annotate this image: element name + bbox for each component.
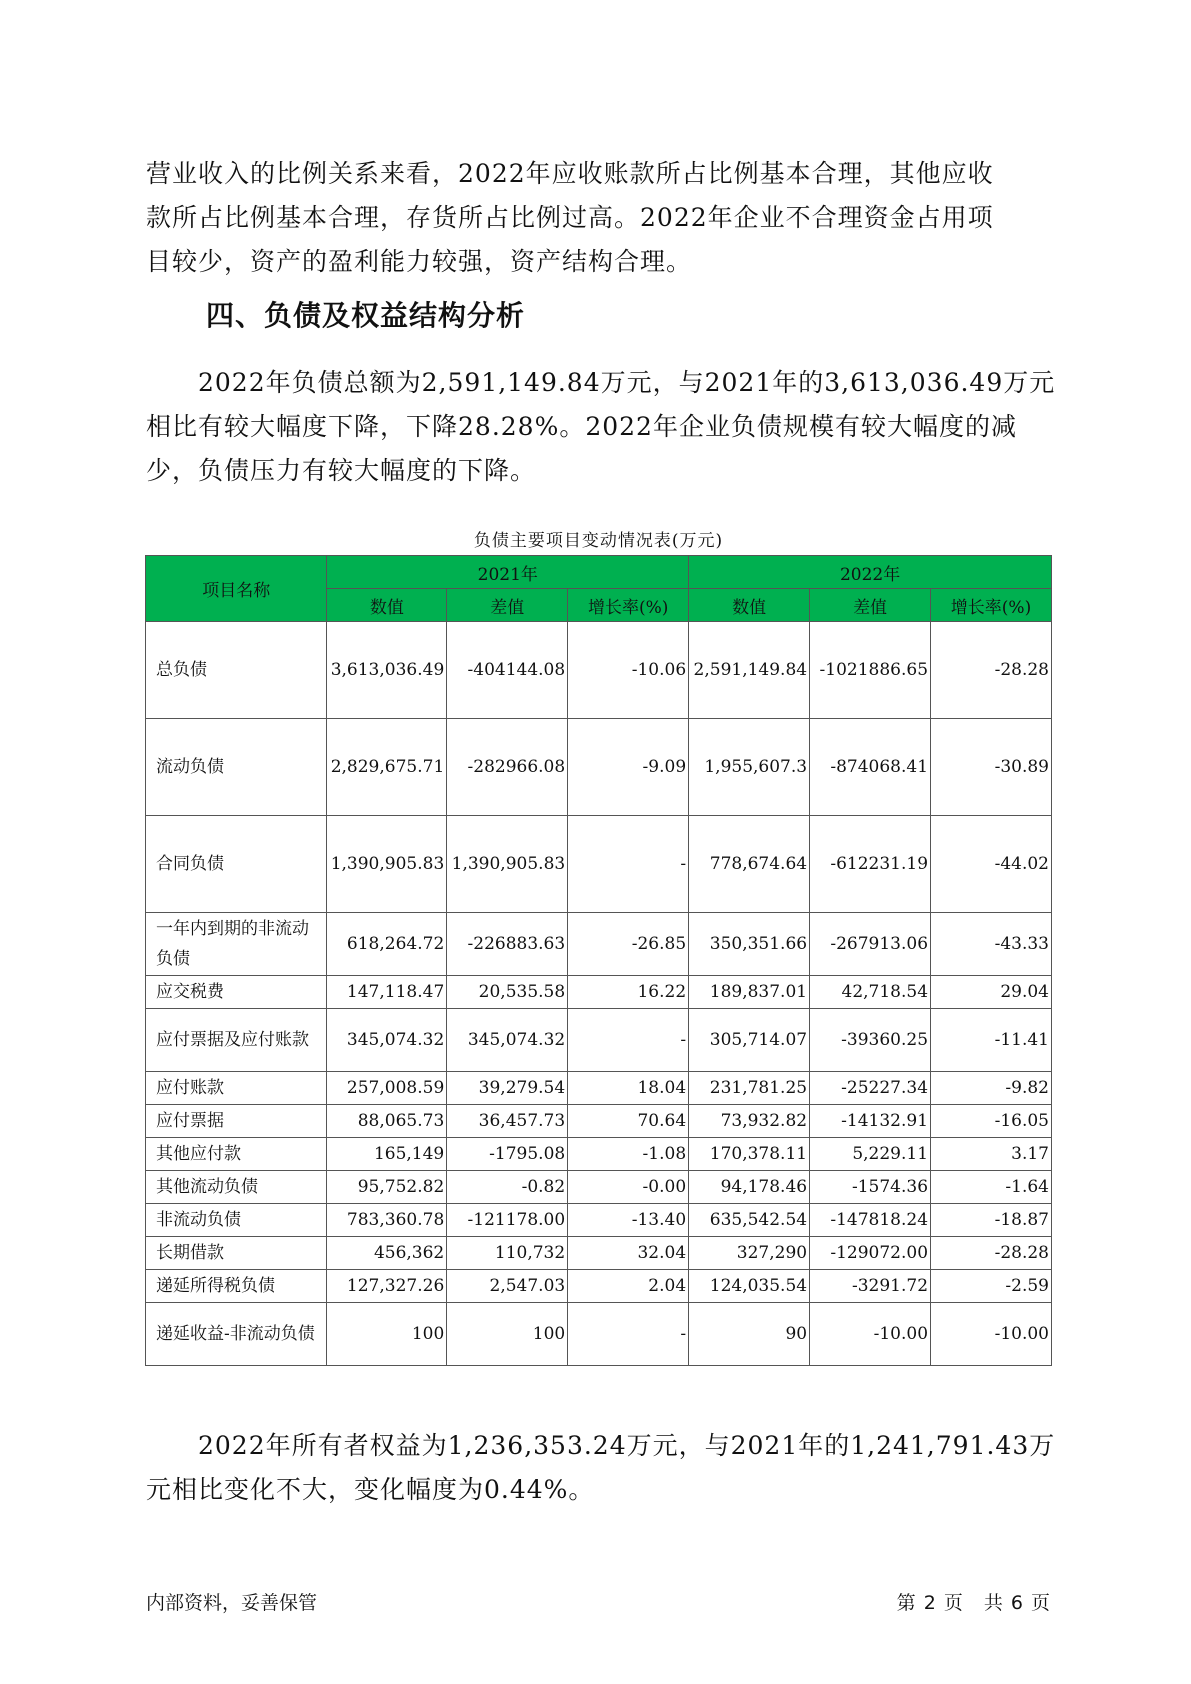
table-cell: -612231.19 <box>810 816 931 913</box>
table-body <box>146 622 1052 1366</box>
row-label: 其他应付款 <box>146 1138 327 1171</box>
section-heading: 四、负债及权益结构分析 <box>206 299 526 332</box>
header-year-2021: 2021年 <box>327 556 689 589</box>
table-cell: 231,781.25 <box>689 1072 810 1105</box>
table-cell: -9.09 <box>568 719 689 816</box>
header-value: 数值 <box>327 589 447 622</box>
table-cell: -267913.06 <box>810 913 931 976</box>
table-cell: 73,932.82 <box>689 1105 810 1138</box>
header-value: 数值 <box>689 589 810 622</box>
table-cell: -10.00 <box>931 1303 1052 1366</box>
table-cell: 257,008.59 <box>327 1072 447 1105</box>
table-cell: 127,327.26 <box>327 1270 447 1303</box>
table-cell: - <box>568 1303 689 1366</box>
liability-table <box>145 555 1052 1366</box>
table-cell: -30.89 <box>931 719 1052 816</box>
table-cell: 635,542.54 <box>689 1204 810 1237</box>
header-growth: 增长率(%) <box>568 589 689 622</box>
header-year-2022: 2022年 <box>689 556 1052 589</box>
table-cell: 345,074.32 <box>327 1009 447 1072</box>
table-cell: 90 <box>689 1303 810 1366</box>
text-line: 相比有较大幅度下降，下降28.28%。2022年企业负债规模有较大幅度的减 <box>146 412 1017 441</box>
table-row <box>146 1171 1052 1204</box>
text-line: 2022年负债总额为2,591,149.84万元，与2021年的3,613,036.49万元 <box>146 368 1056 397</box>
table-row <box>146 1072 1052 1105</box>
paragraph-equity-summary <box>146 1424 1056 1512</box>
table-cell: -874068.41 <box>810 719 931 816</box>
table-row <box>146 719 1052 816</box>
table-cell: 29.04 <box>931 976 1052 1009</box>
table-row <box>146 1270 1052 1303</box>
text-line: 款所占比例基本合理，存货所占比例过高。2022年企业不合理资金占用项 <box>146 203 994 232</box>
table-caption: 负债主要项目变动情况表(万元) <box>473 531 724 551</box>
row-label: 其他流动负债 <box>146 1171 327 1204</box>
table-cell: 2,547.03 <box>447 1270 568 1303</box>
table-cell: -9.82 <box>931 1072 1052 1105</box>
row-label: 长期借款 <box>146 1237 327 1270</box>
table-cell: -26.85 <box>568 913 689 976</box>
table-cell: -39360.25 <box>810 1009 931 1072</box>
text-line: 少，负债压力有较大幅度的下降。 <box>146 456 537 485</box>
paragraph-asset-conclusion <box>146 152 1051 284</box>
row-label: 递延所得税负债 <box>146 1270 327 1303</box>
row-label: 一年内到期的非流动负债 <box>146 913 327 976</box>
table-cell: -10.06 <box>568 622 689 719</box>
table-cell: -282966.08 <box>447 719 568 816</box>
row-label: 应付账款 <box>146 1072 327 1105</box>
table-cell: 1,390,905.83 <box>327 816 447 913</box>
table-cell: 100 <box>327 1303 447 1366</box>
table-row <box>146 1303 1052 1366</box>
table-cell: 110,732 <box>447 1237 568 1270</box>
table-cell: -1795.08 <box>447 1138 568 1171</box>
table-cell: -10.00 <box>810 1303 931 1366</box>
table-cell: -226883.63 <box>447 913 568 976</box>
table-cell: -404144.08 <box>447 622 568 719</box>
header-item-name: 项目名称 <box>146 556 327 622</box>
row-label: 应付票据及应付账款 <box>146 1009 327 1072</box>
row-label: 流动负债 <box>146 719 327 816</box>
table-cell: 95,752.82 <box>327 1171 447 1204</box>
table-cell: -1574.36 <box>810 1171 931 1204</box>
table-row <box>146 913 1052 976</box>
table-cell: 305,714.07 <box>689 1009 810 1072</box>
table-cell: 20,535.58 <box>447 976 568 1009</box>
table-cell: 3.17 <box>931 1138 1052 1171</box>
table-cell: - <box>568 816 689 913</box>
table-cell: 345,074.32 <box>447 1009 568 1072</box>
row-label: 合同负债 <box>146 816 327 913</box>
table-row <box>146 1204 1052 1237</box>
footer-page-number: 第 2 页 共 6 页 <box>896 1592 1051 1614</box>
table-cell: 94,178.46 <box>689 1171 810 1204</box>
table-cell: - <box>568 1009 689 1072</box>
table-row <box>146 816 1052 913</box>
text-line: 2022年所有者权益为1,236,353.24万元，与2021年的1,241,791.43万 <box>146 1431 1056 1460</box>
table-cell: -147818.24 <box>810 1204 931 1237</box>
table-cell: -0.82 <box>447 1171 568 1204</box>
table-cell: 36,457.73 <box>447 1105 568 1138</box>
table-row <box>146 1237 1052 1270</box>
table-cell: 16.22 <box>568 976 689 1009</box>
table-cell: 2,829,675.71 <box>327 719 447 816</box>
table-cell: -14132.91 <box>810 1105 931 1138</box>
table-cell: -3291.72 <box>810 1270 931 1303</box>
table-cell: 42,718.54 <box>810 976 931 1009</box>
table-cell: -28.28 <box>931 1237 1052 1270</box>
table-cell: -43.33 <box>931 913 1052 976</box>
table-cell: 327,290 <box>689 1237 810 1270</box>
table-cell: 39,279.54 <box>447 1072 568 1105</box>
table-cell: -25227.34 <box>810 1072 931 1105</box>
table-cell: -1.64 <box>931 1171 1052 1204</box>
table-cell: -44.02 <box>931 816 1052 913</box>
table-cell: 124,035.54 <box>689 1270 810 1303</box>
table-cell: 70.64 <box>568 1105 689 1138</box>
table-cell: 456,362 <box>327 1237 447 1270</box>
table-row <box>146 1009 1052 1072</box>
row-label: 递延收益-非流动负债 <box>146 1303 327 1366</box>
table-cell: 189,837.01 <box>689 976 810 1009</box>
table-cell: -1021886.65 <box>810 622 931 719</box>
table-row <box>146 622 1052 719</box>
table-cell: 147,118.47 <box>327 976 447 1009</box>
table-cell: 100 <box>447 1303 568 1366</box>
text-line: 元相比变化不大，变化幅度为0.44%。 <box>146 1475 595 1504</box>
text-line: 目较少，资产的盈利能力较强，资产结构合理。 <box>146 247 693 276</box>
row-label: 应付票据 <box>146 1105 327 1138</box>
table-cell: -129072.00 <box>810 1237 931 1270</box>
paragraph-liability-summary <box>146 361 1056 493</box>
table-row <box>146 1105 1052 1138</box>
row-label: 应交税费 <box>146 976 327 1009</box>
table-cell: -13.40 <box>568 1204 689 1237</box>
table-row <box>146 1138 1052 1171</box>
table-cell: -2.59 <box>931 1270 1052 1303</box>
footer-confidential: 内部资料，妥善保管 <box>146 1592 318 1614</box>
table-cell: 1,955,607.3 <box>689 719 810 816</box>
table-row <box>146 976 1052 1009</box>
text-line: 营业收入的比例关系来看，2022年应收账款所占比例基本合理，其他应收 <box>146 159 994 188</box>
table-cell: 88,065.73 <box>327 1105 447 1138</box>
header-diff: 差值 <box>810 589 931 622</box>
table-cell: -0.00 <box>568 1171 689 1204</box>
table-cell: 783,360.78 <box>327 1204 447 1237</box>
table-cell: -121178.00 <box>447 1204 568 1237</box>
table-cell: 3,613,036.49 <box>327 622 447 719</box>
row-label: 总负债 <box>146 622 327 719</box>
table-cell: 18.04 <box>568 1072 689 1105</box>
table-cell: 778,674.64 <box>689 816 810 913</box>
table-cell: 1,390,905.83 <box>447 816 568 913</box>
table-cell: 350,351.66 <box>689 913 810 976</box>
table-cell: -11.41 <box>931 1009 1052 1072</box>
table-cell: -28.28 <box>931 622 1052 719</box>
table-cell: -18.87 <box>931 1204 1052 1237</box>
table-cell: 2,591,149.84 <box>689 622 810 719</box>
table-cell: 5,229.11 <box>810 1138 931 1171</box>
header-diff: 差值 <box>447 589 568 622</box>
table-cell: 618,264.72 <box>327 913 447 976</box>
table-cell: -16.05 <box>931 1105 1052 1138</box>
header-growth: 增长率(%) <box>931 589 1052 622</box>
table-cell: 165,149 <box>327 1138 447 1171</box>
table-cell: 32.04 <box>568 1237 689 1270</box>
table-cell: 2.04 <box>568 1270 689 1303</box>
table-cell: -1.08 <box>568 1138 689 1171</box>
table-cell: 170,378.11 <box>689 1138 810 1171</box>
row-label: 非流动负债 <box>146 1204 327 1237</box>
